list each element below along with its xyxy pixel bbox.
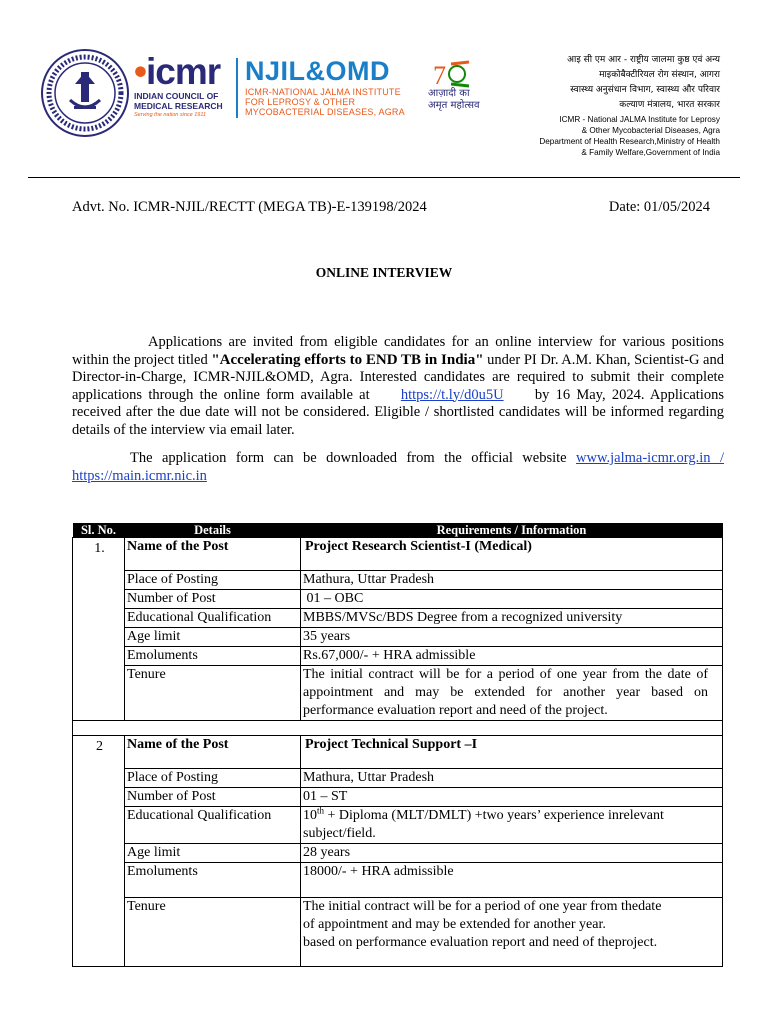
table-row <box>73 807 723 844</box>
row-label: Place of Posting <box>125 769 301 788</box>
download-paragraph: The application form can be downloaded from the official website www.jalma-icmr.org.in / https://main.icmr.nic.in <box>72 450 725 484</box>
row-label: Number of Post <box>125 590 301 609</box>
row-label: Tenure <box>125 666 301 721</box>
table-row <box>73 736 723 769</box>
njil-title: NJIL&OMD <box>245 56 390 86</box>
row-value: 01 – ST <box>301 788 723 807</box>
column-header-requirements: Requirements / Information <box>301 523 723 538</box>
project-title: "Accelerating efforts to END TB in India" <box>211 351 484 368</box>
posts-table <box>72 523 722 967</box>
row-value: 18000/- + HRA admissible <box>301 863 723 898</box>
jalma-website-link[interactable]: www.jalma-icmr.org.in / <box>576 450 725 466</box>
table-spacer <box>73 721 723 736</box>
row-label: Age limit <box>125 628 301 647</box>
row-label: Age limit <box>125 844 301 863</box>
advertisement-number: Advt. No. ICMR-NJIL/RECTT (MEGA TB)-E-139198/2024 <box>72 199 427 215</box>
notice-date: Date: 01/05/2024 <box>608 199 710 215</box>
table-header-row <box>73 523 723 538</box>
table-row <box>73 609 723 628</box>
table-row <box>73 844 723 863</box>
row-value: Rs.67,000/- + HRA admissible <box>301 647 723 666</box>
table-row <box>73 769 723 788</box>
icmr-tagline: Serving the nation since 1911 <box>134 112 207 118</box>
logo-divider <box>236 58 238 118</box>
njil-subtitle: ICMR-NATIONAL JALMA INSTITUTE FOR LEPROSY & OTHER MYCOBACTERIAL DISEASES, AGRA <box>245 87 405 117</box>
table-row <box>73 666 723 721</box>
header-rule <box>28 177 740 178</box>
row-label: Name of the Post <box>125 538 301 571</box>
table-row <box>73 647 723 666</box>
icmr-website-link[interactable]: https://main.icmr.nic.in <box>72 467 207 484</box>
row-label: Tenure <box>125 898 301 967</box>
row-value: The initial contract will be for a period of one year from thedate of appointment and may be extended for another year. based on performance evaluation report and need of theproject. <box>301 898 723 967</box>
table-row <box>73 863 723 898</box>
online-form-link[interactable]: https://t.ly/d0u5U <box>400 386 504 403</box>
column-header-sl: Sl. No. <box>73 523 125 538</box>
icmr-logo-block <box>134 51 234 119</box>
english-address: ICMR - National JALMA Institute for Leprosy & Other Mycobacterial Diseases, Agra Department of Health Research,Ministry of Health & Family Welfare,Government of India <box>539 115 720 157</box>
row-value: Mathura, Uttar Pradesh <box>301 769 723 788</box>
row-label: Emoluments <box>125 647 301 666</box>
letterhead <box>0 0 768 176</box>
svg-text:7: 7 <box>433 61 446 90</box>
row-value: 10th + Diploma (MLT/DMLT) +two years’ experience inrelevant subject/field. <box>301 807 723 844</box>
table-row <box>73 628 723 647</box>
row-value: 35 years <box>301 628 723 647</box>
row-label: Emoluments <box>125 863 301 898</box>
serial-number: 2 <box>73 736 125 967</box>
icmr-seal-icon <box>40 48 130 138</box>
row-label: Place of Posting <box>125 571 301 590</box>
row-label: Number of Post <box>125 788 301 807</box>
serial-number: 1. <box>73 538 125 721</box>
page-title: ONLINE INTERVIEW <box>315 265 453 280</box>
table-row <box>73 788 723 807</box>
row-label: Educational Qualification <box>125 609 301 628</box>
row-value: MBBS/MVSc/BDS Degree from a recognized university <box>301 609 723 628</box>
azadi-text: आज़ादी का अमृत महोत्सव <box>428 88 480 111</box>
row-value: 28 years <box>301 844 723 863</box>
row-value: 01 – OBC <box>301 590 723 609</box>
table-row <box>73 571 723 590</box>
row-label: Name of the Post <box>125 736 301 769</box>
row-value: Mathura, Uttar Pradesh <box>301 571 723 590</box>
intro-paragraph: Applications are invited from eligible candidates for an online interview for various positions within the project titled "Accelerating efforts to END TB in India" under PI Dr. A.M. Khan, Scientist-G and Director-in-Charge, ICMR-NJIL&OMD, Agra. Interested candidates are required to submit their complete applications through the online form available at https://t.ly/d0u5U by 16 May, 2024. Applications received after the due date will not be considered. Eligible / shortlisted candidates will be informed regarding details of the interview via email later. <box>72 334 725 438</box>
icmr-logo: •icmr <box>134 51 221 92</box>
row-value: The initial contract will be for a period of one year from the date of appointment and may be extended for another year based on performance evaluation report and need of the project. <box>301 666 723 721</box>
table-row <box>73 538 723 571</box>
table-row <box>73 898 723 967</box>
row-label: Educational Qualification <box>125 807 301 844</box>
post-name: Project Research Scientist-I (Medical) <box>301 538 723 571</box>
column-header-details: Details <box>125 523 301 538</box>
hindi-address: आइ सी एम आर - राष्ट्रीय जालमा कुष्ठ एवं अन्य माइकोबैक्टीरियल रोग संस्थान, आगरा स्वास्थ्य अनुसंधान विभाग, स्वास्थ्य और परिवार कल्याण मंत्रालय, भारत सरकार <box>567 55 720 110</box>
post-name: Project Technical Support –I <box>301 736 723 769</box>
icmr-full-name: INDIAN COUNCIL OF MEDICAL RESEARCH <box>134 91 223 111</box>
table-row <box>73 590 723 609</box>
